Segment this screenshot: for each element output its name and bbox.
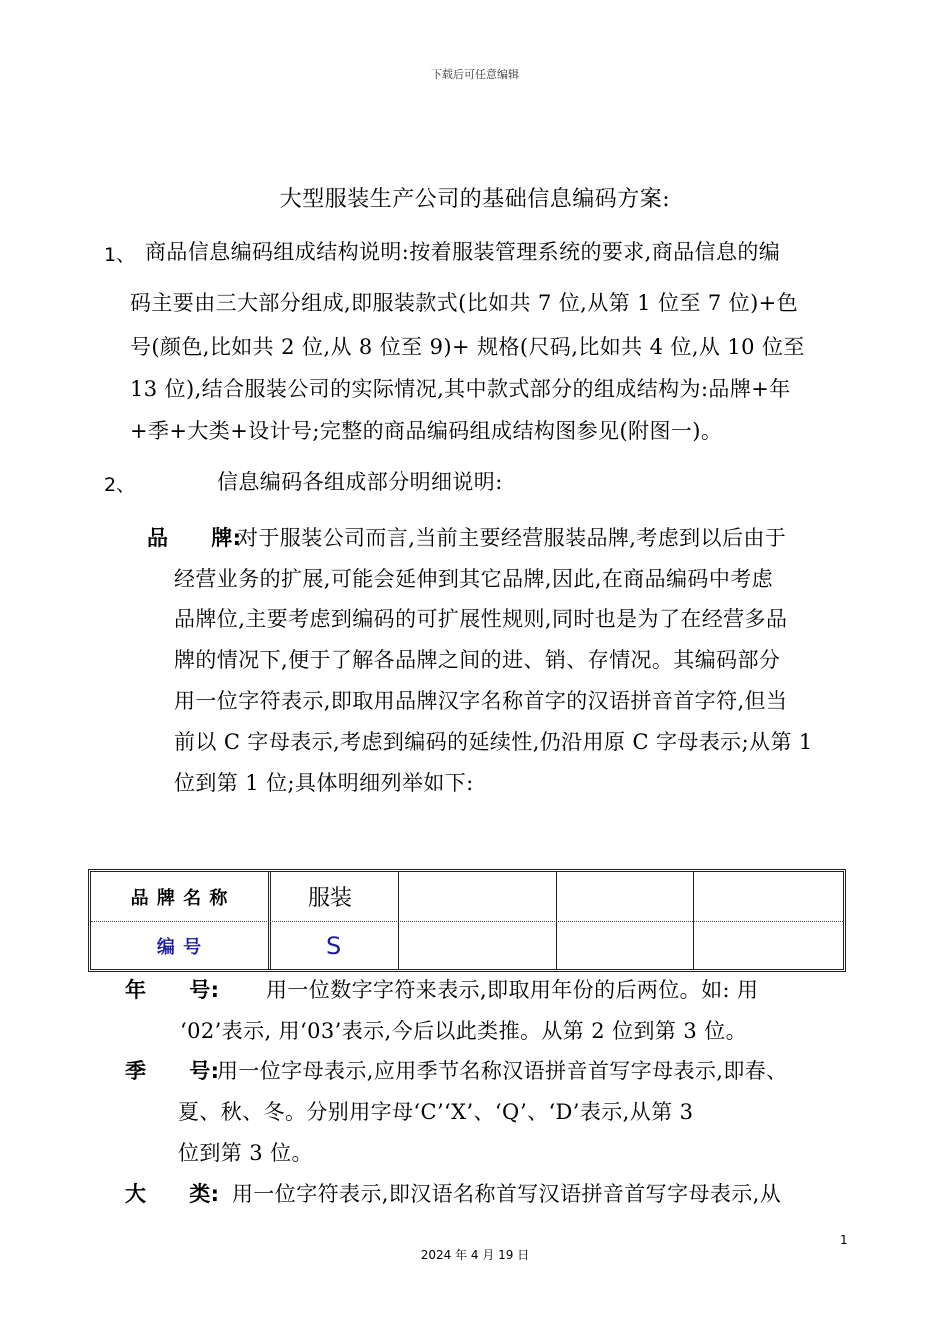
season-line-1: 用一位字母表示,应用季节名称汉语拼音首写字母表示,即春、 <box>217 1059 788 1083</box>
brand-line-4: 牌的情况下,便于了解各品牌之间的进、销、存情况。其编码部分 <box>174 648 781 672</box>
page-header: 下载后可任意编辑 <box>431 68 519 81</box>
section-1-line-2: 码主要由三大部分组成,即服装款式(比如共 7 位,从第 1 位至 7 位)+色 <box>130 291 799 315</box>
footer-date: 2024 年 4 月 19 日 <box>420 1248 530 1262</box>
brand-label: 品 牌: <box>147 526 242 550</box>
season-line-2: 夏、秋、冬。分别用字母‘C’‘X’、‘Q’、‘D’表示,从第 3 <box>178 1100 694 1124</box>
section-1-line-4: 13 位),结合服装公司的实际情况,其中款式部分的组成结构为:品牌+年 <box>130 377 791 401</box>
season-line-3: 位到第 3 位。 <box>178 1141 313 1165</box>
brand-line-5: 用一位字符表示,即取用品牌汉字名称首字的汉语拼音首字符,但当 <box>174 689 788 713</box>
brand-line-1: 对于服装公司而言,当前主要经营服装品牌,考虑到以后由于 <box>237 526 787 550</box>
brand-line-6: 前以 C 字母表示,考虑到编码的延续性,仍沿用原 C 字母表示;从第 1 <box>174 730 813 754</box>
brand-line-7: 位到第 1 位;具体明细列举如下: <box>174 771 474 795</box>
section-1-line-1: 商品信息编码组成结构说明:按着服装管理系统的要求,商品信息的编 <box>145 240 781 264</box>
year-label: 年 号: <box>125 978 220 1002</box>
section-1-number: 1、 <box>104 244 136 266</box>
category-label: 大 类: <box>125 1182 220 1206</box>
document-title: 大型服装生产公司的基础信息编码方案: <box>279 187 671 212</box>
section-2-number: 2、 <box>104 474 136 496</box>
section-2-heading: 信息编码各组成部分明细说明: <box>217 470 503 494</box>
year-line-2: ‘02’表示, 用‘03’表示,今后以此类推。从第 2 位到第 3 位。 <box>180 1019 747 1043</box>
brand-name-header: 品 牌 名 称 <box>130 887 229 909</box>
season-label: 季 号: <box>125 1059 220 1083</box>
section-1-line-5: +季+大类+设计号;完整的商品编码组成结构图参见(附图一)。 <box>130 419 723 443</box>
brand-code-table <box>88 869 846 972</box>
year-line-1: 用一位数字字符来表示,即取用年份的后两位。如: 用 <box>266 978 759 1002</box>
category-line-1: 用一位字符表示,即汉语名称首写汉语拼音首写字母表示,从 <box>232 1182 782 1206</box>
page-number: 1 <box>840 1233 848 1247</box>
code-value: S <box>326 931 342 960</box>
code-header: 编 号 <box>156 936 203 958</box>
brand-name-value: 服装 <box>308 886 353 911</box>
section-1-line-3: 号(颜色,比如共 2 位,从 8 位至 9)+ 规格(尺码,比如共 4 位,从 10 位至 <box>130 335 805 359</box>
brand-line-3: 品牌位,主要考虑到编码的可扩展性规则,同时也是为了在经营多品 <box>174 607 788 631</box>
brand-line-2: 经营业务的扩展,可能会延伸到其它品牌,因此,在商品编码中考虑 <box>174 567 774 591</box>
